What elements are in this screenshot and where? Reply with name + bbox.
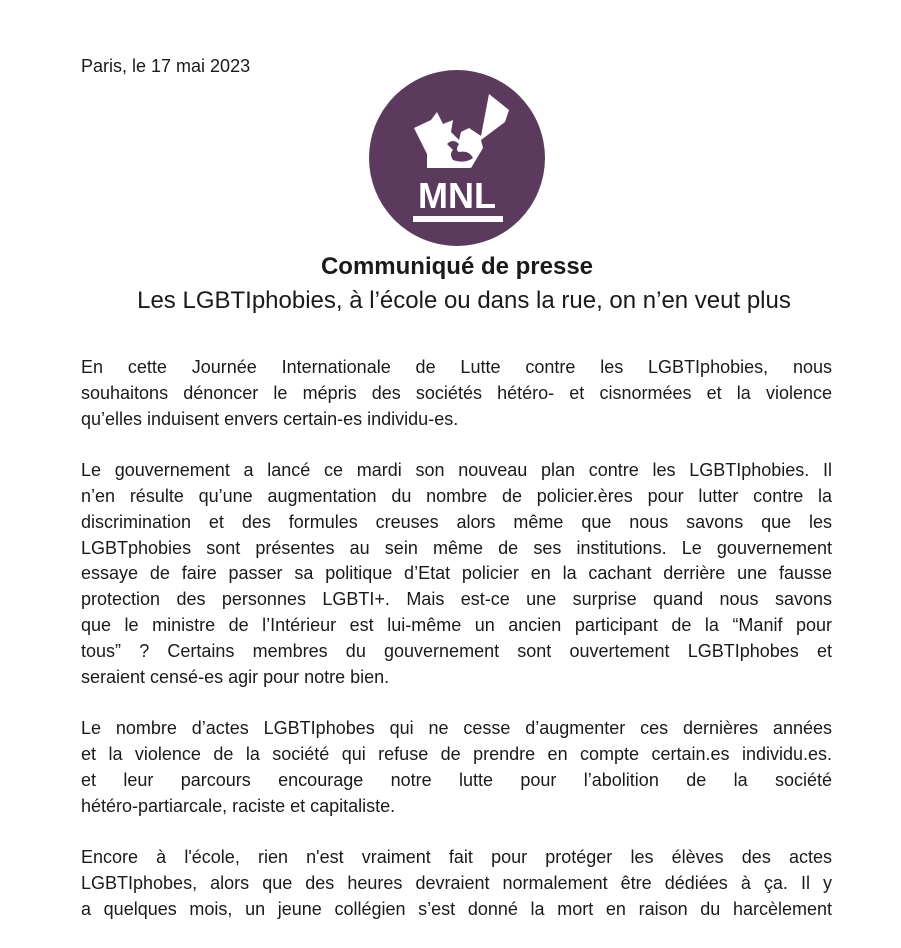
paragraph-line: et leur parcours encourage notre lutte pour l’abolition de la société [81,769,832,790]
paragraph-line: essaye de faire passer sa politique d’Etat policier en la cachant derrière une fausse [81,563,832,584]
logo-text: MNL [418,175,496,216]
paragraph-line: Encore à l'école, rien n'est vraiment fait pour protéger les élèves des actes [81,847,832,868]
paragraph-line: protection des personnes LGBTI+. Mais est-ce une surprise quand nous savons [81,589,832,610]
paragraph-line: que le ministre de l’Intérieur est lui-même un ancien participant de la “Manif pour [81,614,832,635]
paragraph-line: et la violence de la société qui refuse de prendre en compte certain.es individu.es. [81,743,832,764]
paragraph-line: tous” ? Certains membres du gouvernement sont ouvertement LGBTIphobes et [81,640,832,661]
paragraph [81,845,832,922]
paragraph-line: qu’elles induisent envers certain-es individu-es. [81,408,459,429]
paragraph [81,355,832,432]
date-line: Paris, le 17 mai 2023 [81,56,251,76]
paragraph-line: seraient censé-es agir pour notre bien. [81,666,390,687]
paragraph [81,716,832,819]
paragraph-line: LGBTIphobes, alors que des heures devraient normalement être dédiées à ça. Il y [81,872,832,893]
paragraph-line: Le gouvernement a lancé ce mardi son nouveau plan contre les LGBTIphobies. Il [81,460,832,481]
paragraph [81,458,832,690]
paragraph-line: hétéro-partiarcale, raciste et capitaliste. [81,795,396,816]
paragraph-line: LGBTphobies sont présentes au sein même de ses institutions. Le gouvernement [81,537,832,558]
paragraph-line: discrimination et des formules creuses alors même que nous savons que les [81,511,832,532]
page-title: Communiqué de presse [320,253,594,280]
mnl-logo [369,70,545,246]
paragraph-line: souhaitons dénoncer le mépris des sociétés hétéro- et cisnormées et la violence [81,382,832,403]
press-release-body [81,355,832,948]
paragraph-line: a quelques mois, un jeune collégien s’est donné la mort en raison du harcèlement [81,898,832,919]
page-subtitle: Les LGBTIphobies, à l’école ou dans la rue, on n’en veut plus [137,287,791,314]
paragraph-line: n’en résulte qu’une augmentation du nombre de policier.ères pour lutter contre la [81,485,832,506]
paragraph-line: En cette Journée Internationale de Lutte contre les LGBTIphobies, nous [81,357,832,377]
paragraph-line: Le nombre d’actes LGBTIphobes qui ne cesse d’augmenter ces dernières années [81,718,832,739]
